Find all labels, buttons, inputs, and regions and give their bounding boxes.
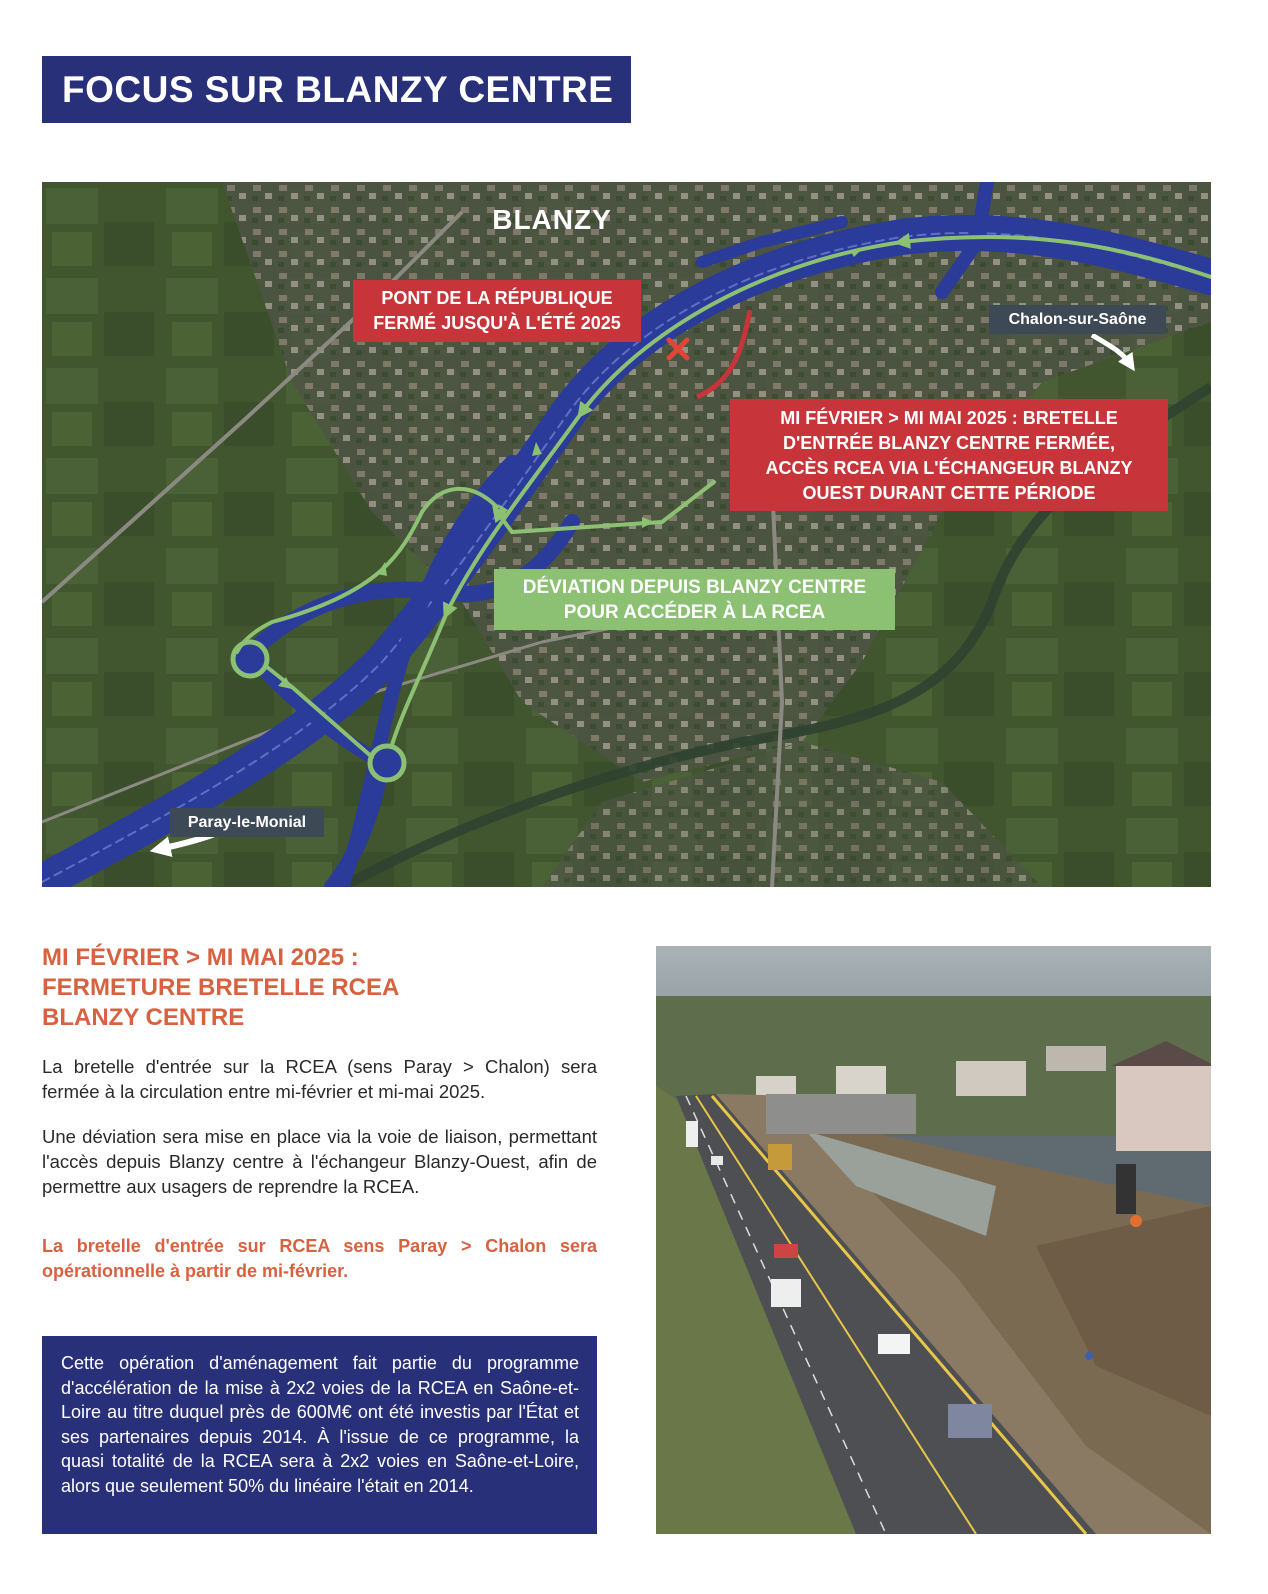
- map-label-deviation: DÉVIATION DEPUIS BLANZY CENTRE POUR ACCÉDER À LA RCEA: [494, 569, 895, 630]
- aerial-map: [42, 182, 1211, 887]
- paragraph-closure: La bretelle d'entrée sur la RCEA (sens Paray > Chalon) sera fermée à la circulation entre mi-février et mi-mai 2025.: [42, 1056, 597, 1102]
- section-title: MI FÉVRIER > MI MAI 2025 : FERMETURE BRETELLE RCEA BLANZY CENTRE: [42, 944, 400, 1031]
- construction-photo: [656, 946, 1211, 1534]
- map-label-chalon: Chalon-sur-Saône: [989, 305, 1166, 334]
- paragraph-deviation: Une déviation sera mise en place via la voie de liaison, permettant l'accès depuis Blanzy centre à l'échangeur Blanzy-Ouest, afin de permettre aux usagers de reprendre la RCEA.: [42, 1126, 597, 1197]
- page-title: FOCUS SUR BLANZY CENTRE: [42, 56, 631, 123]
- highway-works-image: [656, 946, 1211, 1534]
- highlight-reopening: La bretelle d'entrée sur RCEA sens Paray > Chalon sera opérationnelle à partir de mi-février.: [42, 1236, 597, 1281]
- photo-credit: [1238, 455, 1252, 1575]
- map-label-blanzy: BLANZY: [492, 204, 612, 235]
- map-label-pont-republique: PONT DE LA RÉPUBLIQUE FERMÉ JUSQU'À L'ÉTÉ 2025: [353, 280, 641, 342]
- map-label-paray: Paray-le-Monial: [170, 808, 324, 837]
- map-label-bretelle-closure: MI FÉVRIER > MI MAI 2025 : BRETELLE D'ENTRÉE BLANZY CENTRE FERMÉE, ACCÈS RCEA VIA L'ÉCHANGEUR BLANZY OUEST DURANT CETTE PÉRIODE: [730, 399, 1168, 511]
- info-box: Cette opération d'aménagement fait partie du programme d'accélération de la mise à 2x2 voies de la RCEA en Saône-et-Loire au titre duquel près de 600M€ ont été investis par l'État et ses partenaires depuis 2014. À l'issue de ce programme, la quasi totalité de la RCEA sera à 2x2 voies en Saône-et-Loire, alors que seulement 50% du linéaire l'était en 2014.: [42, 1336, 597, 1534]
